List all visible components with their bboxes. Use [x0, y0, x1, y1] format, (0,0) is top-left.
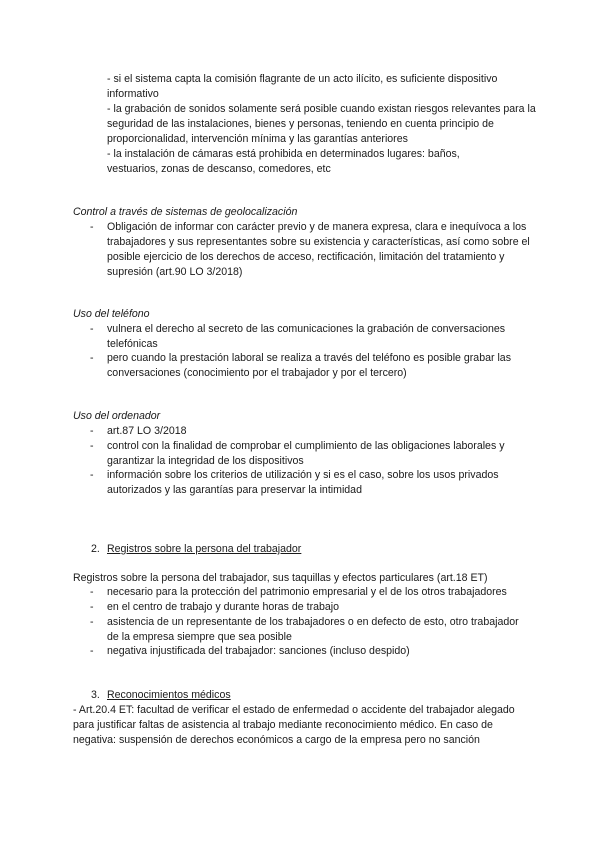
bullet-dash: -	[90, 352, 94, 364]
list-item-text: Obligación de informar con carácter previo y de manera expresa, clara e inequívoca a los trabajadores y sus representantes sobre su existencia y características, así como sobre el posible ejercicio de los derechos de acceso, rectificación, limitación del tratamiento y supresión (art.90 LO 3/2018)	[107, 221, 530, 278]
list-item	[90, 220, 532, 280]
section-title: Registros sobre la persona del trabajador	[107, 543, 302, 555]
list-item-text: en el centro de trabajo y durante horas de trabajo	[107, 601, 340, 613]
bullet-dash: -	[90, 616, 94, 628]
phone-heading: Uso del teléfono	[73, 308, 150, 320]
bullet-dash: -	[90, 323, 94, 335]
list-item-text: asistencia de un representante de los trabajadores o en defecto de esto, otro trabajador de la empresa siempre que sea posible	[107, 616, 519, 643]
list-item-text: información sobre los criterios de utilización y si es el caso, sobre los usos privados autorizados y las garantías para preservar la intimidad	[107, 469, 499, 496]
geo-heading: Control a través de sistemas de geolocalización	[73, 206, 298, 218]
bullet-dash: -	[90, 425, 94, 437]
list-item-text: negativa injustificada del trabajador: sanciones (incluso despido)	[107, 645, 410, 657]
list-item-text: art.87 LO 3/2018	[107, 425, 187, 437]
section-number: 2.	[91, 543, 100, 555]
list-item	[90, 439, 539, 469]
bullet-dash: -	[90, 440, 94, 452]
bullet-dash: -	[90, 469, 94, 481]
section-intro: Registros sobre la persona del trabajador, sus taquillas y efectos particulares (art.18 ET)	[73, 572, 488, 584]
intro-line: - la instalación de cámaras está prohibida en determinados lugares: baños, vestuarios, zonas de descanso, comedores, etc	[107, 148, 460, 175]
section-title: Reconocimientos médicos	[107, 689, 231, 701]
intro-line: - la grabación de sonidos solamente será posible cuando existan riesgos relevantes para la seguridad de las instalaciones, bienes y personas, teniendo en cuenta principio de proporcionalidad, intervención mínima y las garantías anteriores	[107, 103, 536, 145]
list-item-text: control con la finalidad de comprobar el cumplimiento de las obligaciones laborales y garantizar la integridad de los dispositivos	[107, 440, 505, 467]
list-item	[90, 468, 527, 498]
bullet-dash: -	[90, 586, 94, 598]
list-item	[90, 424, 537, 439]
list-item	[90, 351, 527, 381]
list-item-text: pero cuando la prestación laboral se realiza a través del teléfono es posible grabar las conversaciones (conocimiento por el trabajador y por el tercero)	[107, 352, 511, 379]
list-item	[90, 644, 537, 659]
bullet-dash: -	[90, 601, 94, 613]
list-item	[90, 585, 537, 600]
list-item	[90, 600, 537, 615]
section-body: - Art.20.4 ET: facultad de verificar el estado de enfermedad o accidente del trabajador alegado para justificar faltas de asistencia al trabajo mediante reconocimiento médico. En caso de negativa: suspensión de derechos económicos a cargo de la empresa pero no sanción	[73, 704, 515, 746]
section-number: 3.	[91, 689, 100, 701]
list-item	[90, 322, 537, 352]
intro-line: - si el sistema capta la comisión flagrante de un acto ilícito, es suficiente dispositivo informativo	[107, 73, 498, 100]
list-item-text: necesario para la protección del patrimonio empresarial y el de los otros trabajadores	[107, 586, 507, 598]
list-item-text: vulnera el derecho al secreto de las comunicaciones la grabación de conversaciones telefónicas	[107, 323, 506, 350]
computer-heading: Uso del ordenador	[73, 410, 161, 422]
bullet-dash: -	[90, 645, 94, 657]
list-item	[90, 615, 522, 645]
bullet-dash: -	[90, 221, 94, 233]
